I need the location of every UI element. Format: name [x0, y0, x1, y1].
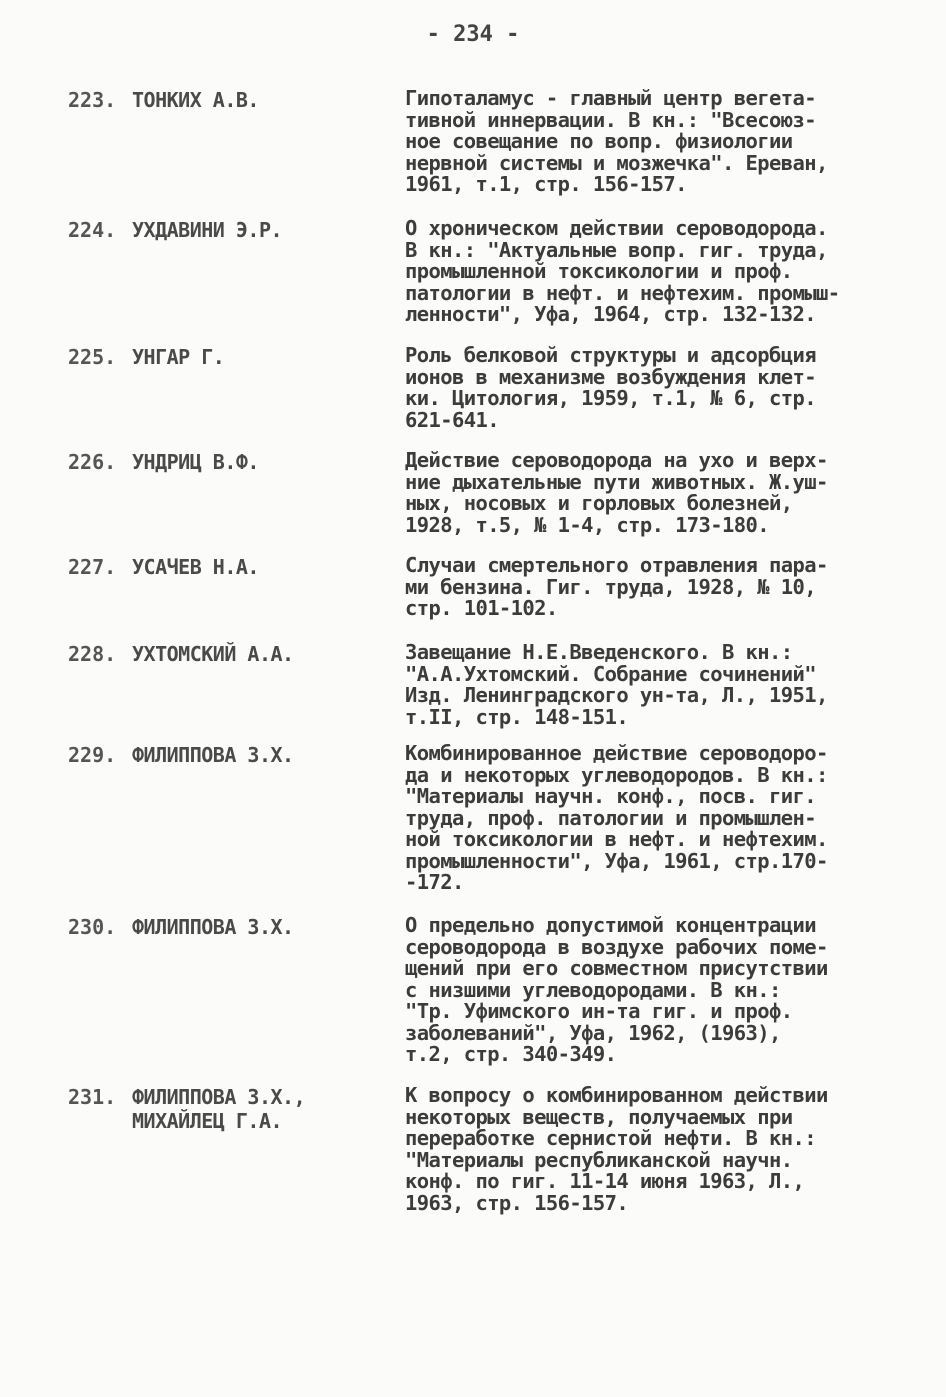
reference-line: Комбинированное действие сероводоро- [405, 741, 828, 765]
entry-reference [405, 218, 875, 326]
reference-line: "Материалы научн. конф., посв. гиг. [405, 784, 816, 808]
entry-author [132, 642, 382, 666]
entry-number: 225. [68, 345, 117, 369]
entry-number: 223. [68, 88, 117, 112]
reference-line: промышленной токсикологии и проф. [405, 259, 793, 283]
page-number: - 234 - [426, 22, 520, 47]
entry-number: 226. [68, 450, 117, 474]
reference-line: щений при его совместном присутствии [405, 956, 828, 980]
entry-reference [405, 555, 875, 620]
entry-number: 230. [68, 915, 117, 939]
reference-line: О хроническом действии сероводорода. [405, 216, 828, 240]
entry-author [132, 555, 382, 579]
reference-line: -172. [405, 870, 464, 894]
reference-line: сероводорода в воздухе рабочих поме- [405, 934, 828, 959]
reference-line: "Тр. Уфимского ин-та гиг. и проф. [405, 999, 793, 1023]
reference-line: ми бензина. Гиг. труда, 1928, № 10, [405, 574, 816, 599]
reference-line: Случаи смертельного отравления пара- [405, 553, 828, 577]
reference-line: 1961, т.1, стр. 156-157. [405, 172, 687, 196]
author-line: ФИЛИППОВА З.Х., [132, 1085, 306, 1109]
reference-line: стр. 101-102. [405, 596, 558, 620]
reference-line: 621-641. [405, 407, 499, 432]
author-line: УНГАР Г. [132, 345, 225, 369]
reference-line: ных, носовых и горловых болезней, [405, 491, 793, 515]
entry-author [132, 345, 382, 369]
entry-author [132, 743, 382, 767]
reference-line: нервной системы и мозжечка". Ереван, [405, 150, 828, 175]
reference-line: некоторых веществ, получаемых при [405, 1104, 793, 1129]
reference-line: О предельно допустимой концентрации [405, 913, 816, 937]
entry-author [132, 1085, 382, 1133]
reference-line: конф. по гиг. 11-14 июня 1963, Л., [405, 1169, 805, 1193]
entry-number: 229. [68, 743, 117, 767]
entry-author [132, 915, 382, 939]
reference-line: заболеваний", Уфа, 1962, (1963), [405, 1020, 781, 1045]
reference-line: ленности", Уфа, 1964, стр. 132-132. [405, 302, 816, 326]
reference-line: с низшими углеводородами. В кн.: [405, 977, 781, 1002]
entry-reference [405, 642, 875, 728]
author-line: УХДАВИНИ Э.Р. [132, 218, 283, 242]
entry-number: 228. [68, 642, 117, 666]
author-line: УСАЧЕВ Н.А. [132, 555, 259, 579]
reference-line: Гипоталамус - главный центр вегета- [405, 86, 816, 110]
entry-number: 231. [68, 1085, 117, 1109]
reference-line: Изд. Ленинградского ун-та, Л., 1951, [405, 683, 828, 707]
reference-line: К вопросу о комбинированном действии [405, 1083, 828, 1107]
reference-line: "А.А.Ухтомский. Собрание сочинений" [405, 661, 816, 686]
reference-line: ной токсикологии в нефт. и нефтехим. [405, 827, 828, 851]
author-line: ТОНКИХ А.В. [132, 88, 259, 112]
entry-author [132, 218, 382, 242]
author-line: УНДРИЦ В.Ф. [132, 450, 259, 474]
author-line: УХТОМСКИЙ А.А. [132, 642, 294, 666]
author-line: ФИЛИППОВА З.Х. [132, 915, 294, 939]
reference-line: переработке сернистой нефти. В кн.: [405, 1126, 816, 1150]
reference-line: промышленности", Уфа, 1961, стр.170- [405, 848, 828, 873]
entry-reference [405, 345, 875, 431]
entry-author [132, 88, 382, 112]
reference-line: ное совещание по вопр. физиологии [405, 129, 793, 153]
entry-reference [405, 88, 875, 196]
reference-line: "Материалы республиканской научн. [405, 1147, 793, 1172]
entry-reference [405, 915, 875, 1066]
reference-line: 1928, т.5, № 1-4, стр. 173-180. [405, 512, 770, 537]
reference-line: труда, проф. патологии и промышлен- [405, 805, 816, 830]
reference-line: Завещание Н.Е.Введенского. В кн.: [405, 640, 793, 664]
reference-line: да и некоторых углеводородов. В кн.: [405, 762, 828, 787]
entry-reference [405, 1085, 875, 1214]
entry-reference [405, 450, 875, 536]
reference-line: патологии в нефт. и нефтехим. промыш- [405, 280, 840, 305]
reference-line: ние дыхательные пути животных. Ж.уш- [405, 469, 828, 494]
entry-author [132, 450, 382, 474]
reference-line: тивной иннервации. В кн.: "Всесоюз- [405, 107, 816, 132]
entry-reference [405, 743, 875, 894]
reference-line: ионов в механизме возбуждения клет- [405, 364, 816, 389]
author-line: ФИЛИППОВА З.Х. [132, 743, 294, 767]
reference-line: Действие сероводорода на ухо и верх- [405, 448, 828, 472]
reference-line: Роль белковой структуры и адсорбция [405, 343, 816, 367]
reference-line: т.II, стр. 148-151. [405, 704, 629, 729]
entry-number: 224. [68, 218, 117, 242]
author-line: МИХАЙЛЕЦ Г.А. [132, 1109, 283, 1133]
reference-line: 1963, стр. 156-157. [405, 1190, 629, 1215]
reference-line: В кн.: "Актуальные вопр. гиг. труда, [405, 237, 828, 262]
entry-number: 227. [68, 555, 117, 579]
reference-line: ки. Цитология, 1959, т.1, № 6, стр. [405, 386, 816, 410]
reference-line: т.2, стр. 340-349. [405, 1042, 617, 1066]
